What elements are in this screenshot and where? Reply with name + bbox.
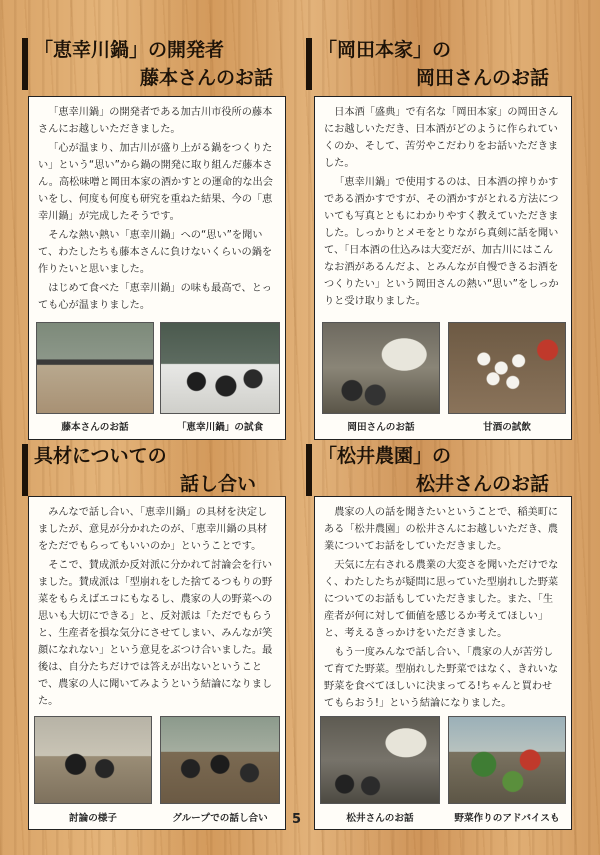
ingredients-paragraph: みんなで話し合い、「恵幸川鍋」の具材を決定しましたが、意見が分かれたのが、「恵幸川鍋の具材をただでもらってもいいのか」ということです。 (38, 507, 268, 552)
developer-heading (22, 34, 292, 94)
photo-caption: 岡田さんのお話 (347, 422, 415, 433)
developer-paragraph: はじめて食べた「恵幸川鍋」の味も最高で、とっても心が温まりました。 (38, 283, 272, 311)
developer-title-line1: 「恵幸川鍋」の開発者 (34, 39, 225, 61)
developer-paragraph: そんな熱い熱い「恵幸川鍋」への“思い”を聞いて、わたしたちも藤本さんに負けないくらいの鍋を作りたいと思いました。 (38, 230, 273, 275)
developer-paragraph: 「恵幸川鍋」の開発者である加古川市役所の藤本さんにお越しいただきました。 (38, 107, 273, 135)
matsui-paragraph: もう一度みんなで話し合い、「農家の人が苦労して育てた野菜。型崩れした野菜ではなく、きれいな野菜を食べてほしいに決まってる!ちゃんと買わせてもらおう!」という結論になりました。 (324, 647, 559, 709)
amazake-photo (448, 322, 566, 414)
photo-caption: 「恵幸川鍋」の試食 (176, 422, 264, 433)
nabe-tasting-photo (160, 322, 280, 414)
matsui-paragraph: 農家の人の話を聞きたいということで、稲美町にある「松井農園」の松井さんにお越しいただき、農業についてお話をしていただきました。 (324, 507, 559, 552)
ingredients-title-line2: 話し合い (180, 473, 257, 495)
photo-caption: 討論の様子 (69, 813, 117, 824)
photo-caption: 松井さんのお話 (346, 813, 414, 824)
matsui-talk-photo (320, 716, 440, 804)
okada-paragraph: 日本酒「盛典」で有名な「岡田本家」の岡田さんにお越しいただき、日本酒がどのように作られていくのか、そして、苦労やこだわりをお話いただきました。 (324, 107, 559, 169)
heading-bar (22, 38, 28, 90)
heading-bar (306, 38, 312, 90)
developer-talk-photo (36, 322, 154, 414)
photo-caption: 甘酒の試飲 (483, 422, 531, 433)
group-discussion-photo (160, 716, 280, 804)
photo-caption: 藤本さんのお話 (61, 422, 129, 433)
matsui-paragraph: 天気に左右される農業の大変さを聞いただけでなく、わたしたちが疑問に思っていた型崩れした野菜についてのお話もしていただきました。また、「生産者が何に対して価値を感じるか考えてほしい」と、考えるきっかけをいただきました。 (324, 560, 559, 639)
okada-title-line2: 岡田さんのお話 (416, 67, 550, 89)
ingredients-heading (22, 440, 292, 500)
heading-bar (22, 444, 28, 496)
okada-paragraph: 「恵幸川鍋」で使用するのは、日本酒の搾りかすである酒かすですが、その酒かすがとれる方法についても写真とともにわかりやすく教えていただきました。しっかりとメモをとりながら真剣に話を聞いて、「日本酒の仕込みは大変だが、加古川にはこんなお酒があるんだよ、とみんなが自慢できるお酒をつくりたい」という岡田さんの熱い“思い”をしっかりと受け取りました。 (324, 177, 559, 307)
ingredients-title-line1: 具材についての (34, 445, 167, 467)
matsui-title-line2: 松井さんのお話 (416, 473, 550, 495)
okada-talk-photo (322, 322, 440, 414)
debate-photo (34, 716, 152, 804)
farming-advice-photo (448, 716, 566, 804)
heading-bar (306, 444, 312, 496)
photo-caption: 野菜作りのアドバイスも (454, 813, 560, 824)
page-number: 5 (292, 812, 302, 827)
ingredients-paragraph: そこで、賛成派か反対派に分かれて討論会を行いました。賛成派は「型崩れをした捨てるつもりの野菜をもらえばエコにもなるし、農家の人の野菜への思いも大切にできる」と、反対派は「ただでもらうと、生産者を損な気分にさせてしまい、みんなが笑顔になれない」という意見をぶつけ合いました。最後は、自分たちだけでは答えが出ないということで、農家の人に聞いてみようという結論になりました。 (38, 560, 273, 707)
photo-caption: グループでの話し合い (172, 813, 268, 824)
developer-paragraph: 「心が温まり、加古川が盛り上がる鍋をつくりたい」という“思い”から鍋の開発に取り組んだ藤本さん。高松味噌と岡田本家の酒かすとの運命的な出会いをし、何度も何度も研究を重ねた結果、今の「恵幸川鍋」が完成したそうです。 (38, 143, 273, 222)
developer-title-line2: 藤本さんのお話 (140, 67, 274, 89)
matsui-heading (306, 440, 578, 500)
okada-heading (306, 34, 578, 94)
matsui-title-line1: 「松井農園」の (318, 445, 452, 467)
okada-title-line1: 「岡田本家」の (318, 39, 452, 61)
